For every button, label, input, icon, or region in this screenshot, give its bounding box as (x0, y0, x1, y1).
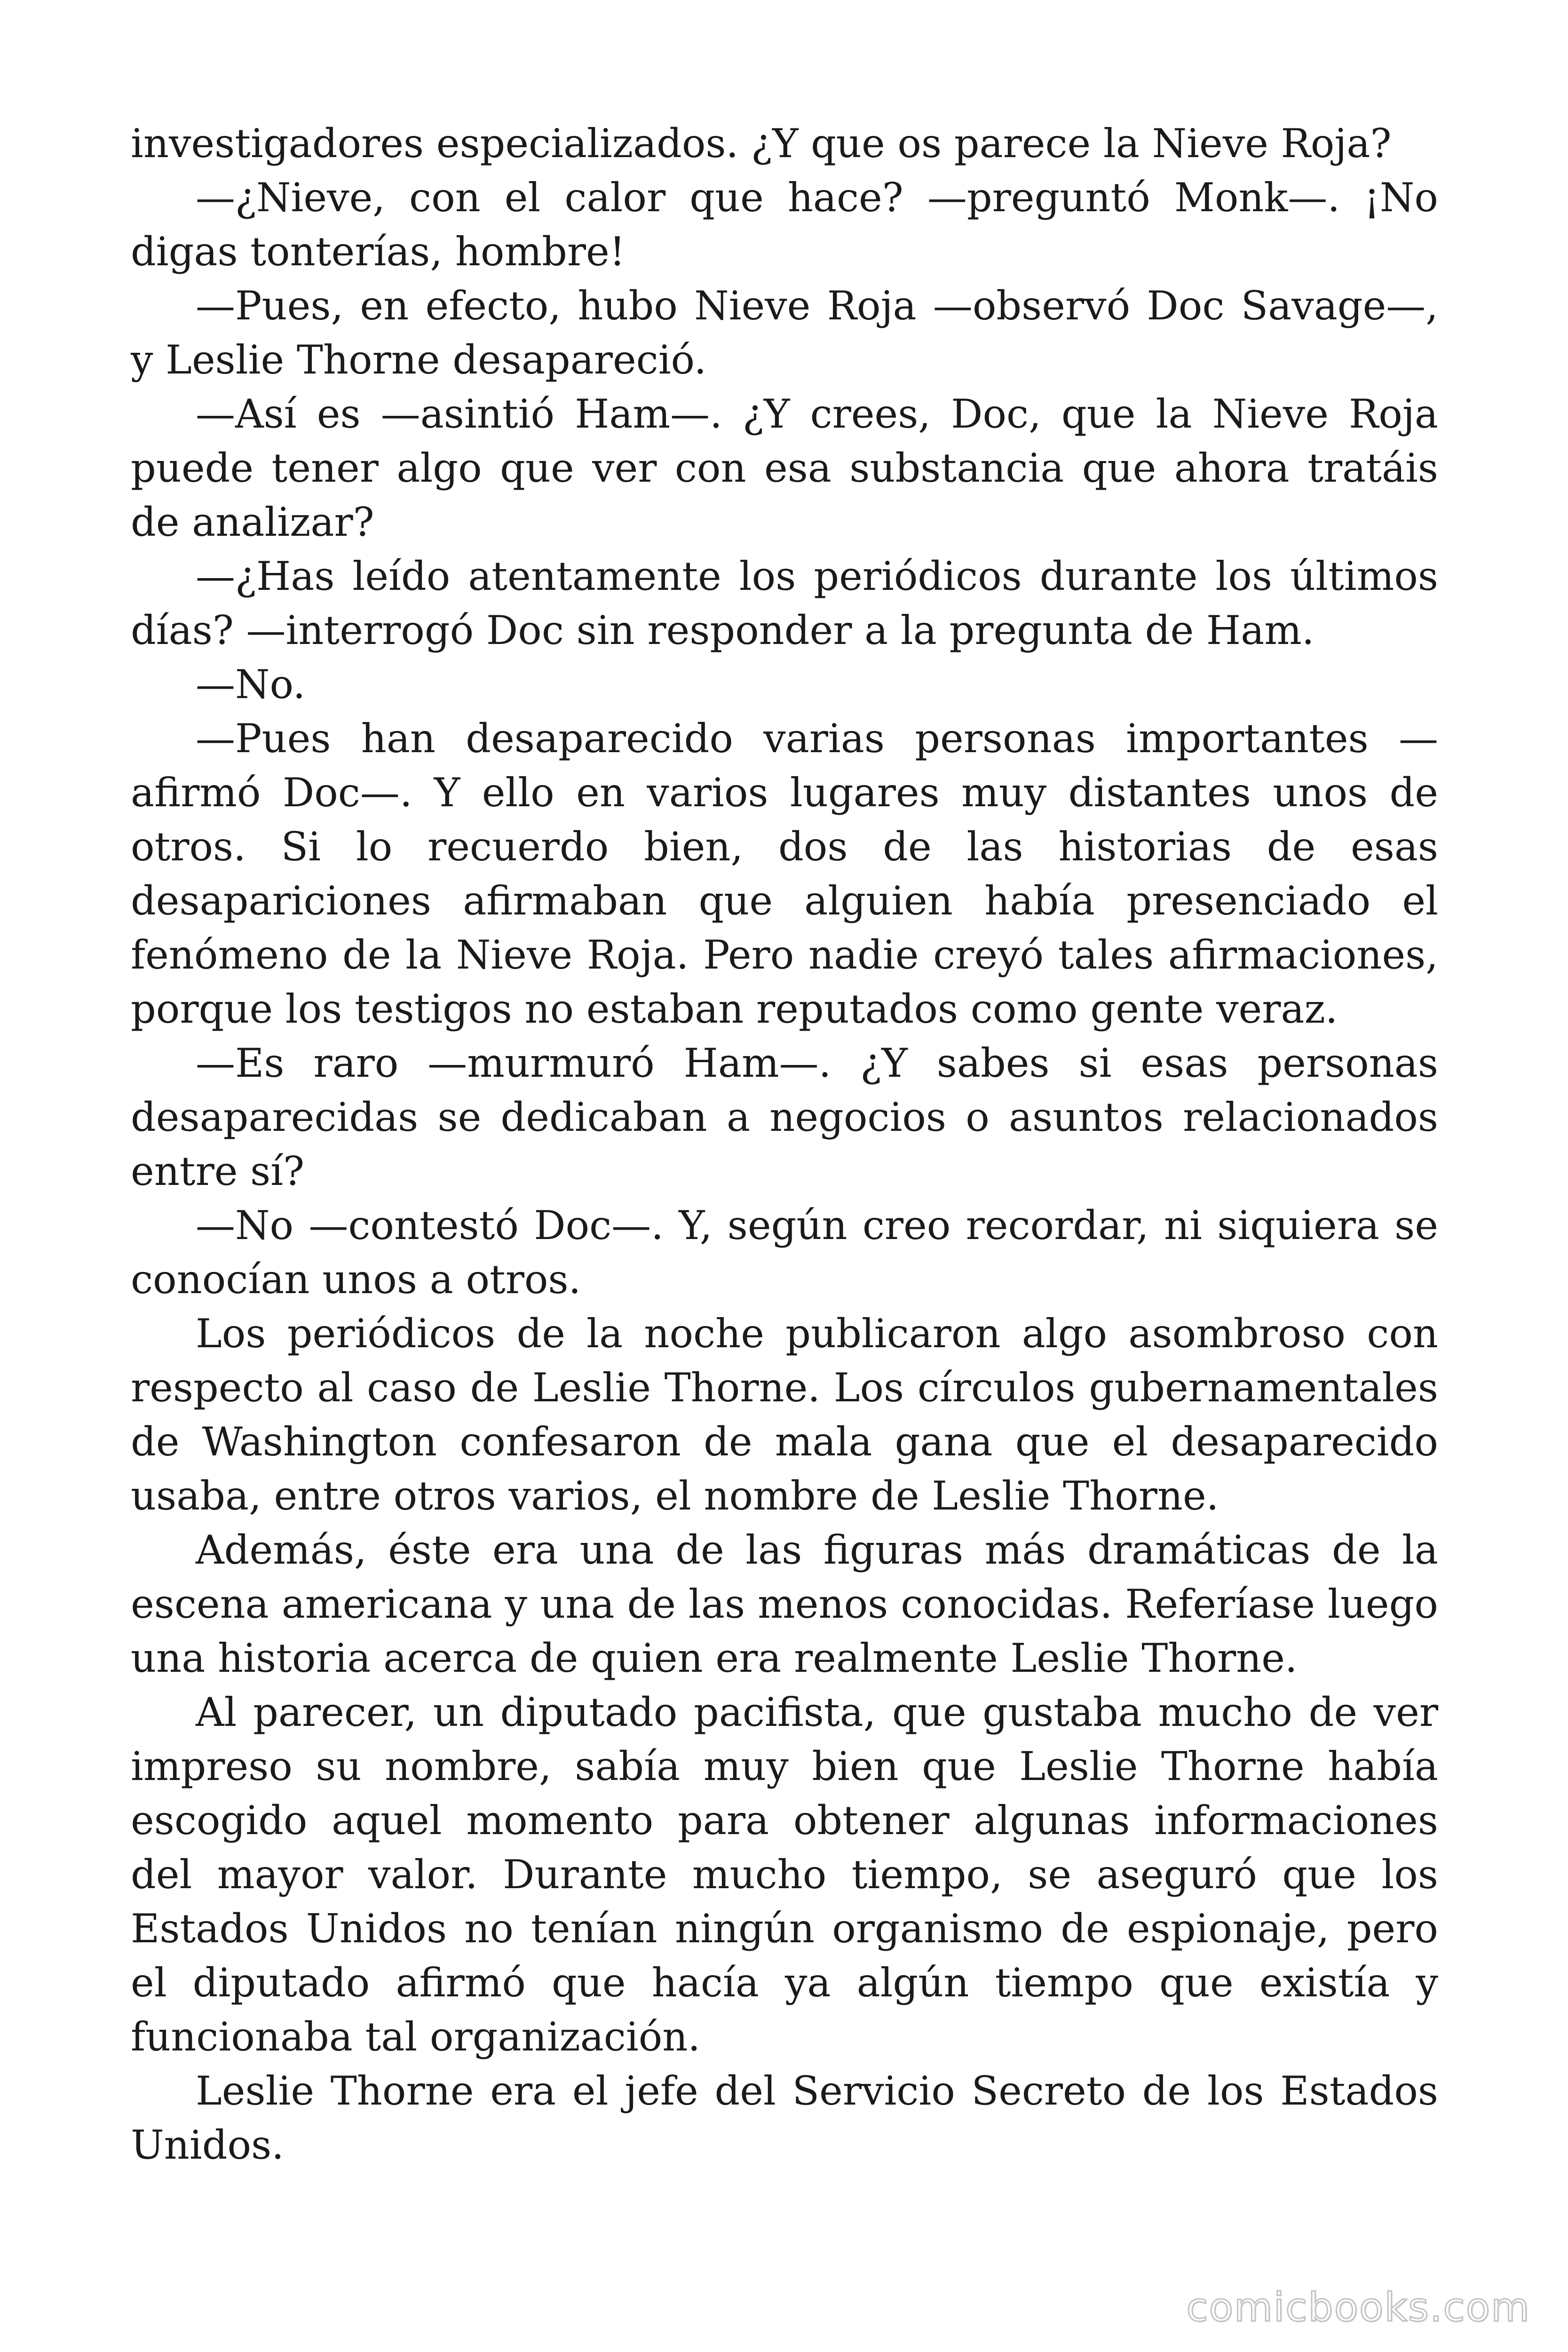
paragraph-4: —Así es —asintió Ham—. ¿Y crees, Doc, que la Nieve Roja puede tener algo que ver con esa substancia que ahora tratáis de analizar? (131, 391, 1438, 545)
paragraph-3: —Pues, en efecto, hubo Nieve Roja —observó Doc Savage—, y Leslie Thorne desapareció. (131, 283, 1438, 383)
paragraph-1: investigadores especializados. ¿Y que os parece la Nieve Roja? (131, 120, 1392, 167)
paragraph-7: —Pues han desaparecido varias personas importantes —afirmó Doc—. Y ello en varios lugares muy distantes unos de otros. Si lo recuerdo bien, dos de las historias de esas desapariciones afirmaban que alguien había presenciado el fenómeno de la Nieve Roja. Pero nadie creyó tales afirmaciones, porque los testigos no estaban reputados como gente veraz. (131, 715, 1438, 1032)
paragraph-6: —No. (196, 661, 306, 707)
paragraph-13: Leslie Thorne era el jefe del Servicio Secreto de los Estados Unidos. (131, 2068, 1438, 2168)
paragraph-10: Los periódicos de la noche publicaron algo asombroso con respecto al caso de Leslie Thorne. Los círculos gubernamentales de Washington confesaron de mala gana que el desaparecido usaba, entre otros varios, el nombre de Leslie Thorne. (131, 1311, 1438, 1519)
body-text (131, 117, 1438, 2172)
paragraph-11: Además, éste era una de las figuras más dramáticas de la escena americana y una de las menos conocidas. Referíase luego una historia acerca de quien era realmente Leslie Thorne. (131, 1527, 1438, 1681)
paragraph-5: —¿Has leído atentamente los periódicos durante los últimos días? —interrogó Doc sin responder a la pregunta de Ham. (131, 553, 1438, 653)
watermark-logo: comicbooks.com (1186, 2284, 1530, 2330)
paragraph-2: —¿Nieve, con el calor que hace? —preguntó Monk—. ¡No digas tonterías, hombre! (131, 175, 1438, 275)
paragraph-8: —Es raro —murmuró Ham—. ¿Y sabes si esas personas desaparecidas se dedicaban a negocios o asuntos relacionados entre sí? (131, 1040, 1438, 1194)
paragraph-9: —No —contestó Doc—. Y, según creo recordar, ni siquiera se conocían unos a otros. (131, 1202, 1438, 1303)
paragraph-12: Al parecer, un diputado pacifista, que gustaba mucho de ver impreso su nombre, sabía muy bien que Leslie Thorne había escogido aquel momento para obtener algunas informaciones del mayor valor. Durante mucho tiempo, se aseguró que los Estados Unidos no tenían ningún organismo de espionaje, pero el diputado afirmó que hacía ya algún tiempo que existía y funcionaba tal organización. (131, 1689, 1438, 2060)
